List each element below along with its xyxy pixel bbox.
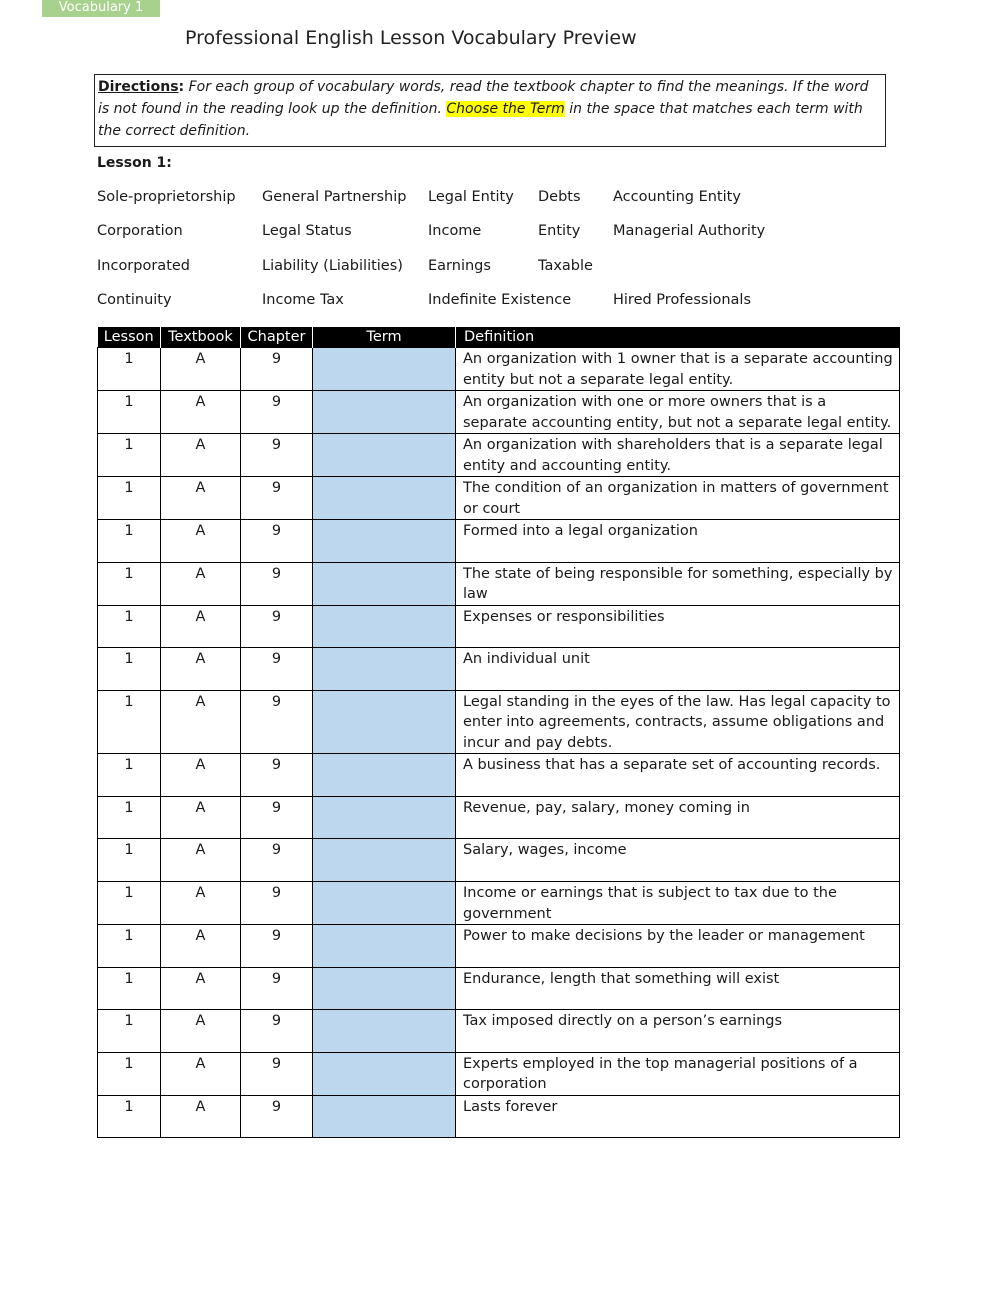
word-bank-item: Hired Professionals (613, 291, 752, 308)
term-answer-field[interactable] (313, 1052, 456, 1095)
cell-lesson: 1 (98, 1052, 161, 1095)
word-bank-row (97, 223, 917, 257)
term-answer-field[interactable] (313, 477, 456, 520)
cell-chapter: 9 (241, 1052, 313, 1095)
cell-lesson: 1 (98, 391, 161, 434)
word-bank (97, 189, 917, 326)
cell-lesson: 1 (98, 754, 161, 797)
word-bank-item: Taxable (538, 257, 593, 274)
cell-chapter: 9 (241, 967, 313, 1010)
table-row (98, 1095, 900, 1138)
cell-lesson: 1 (98, 648, 161, 691)
table-row (98, 1010, 900, 1053)
table-row (98, 391, 900, 434)
cell-definition: Tax imposed directly on a person’s earnings (456, 1010, 900, 1053)
word-bank-row (97, 292, 917, 326)
cell-chapter: 9 (241, 391, 313, 434)
cell-textbook: A (161, 925, 241, 968)
cell-definition: Experts employed in the top managerial positions of a corporation (456, 1052, 900, 1095)
word-bank-item: Managerial Authority (613, 223, 766, 240)
term-answer-field[interactable] (313, 690, 456, 754)
cell-lesson: 1 (98, 967, 161, 1010)
cell-lesson: 1 (98, 925, 161, 968)
cell-definition: The state of being responsible for something, especially by law (456, 562, 900, 605)
word-bank-item: Continuity (97, 291, 172, 308)
cell-chapter: 9 (241, 520, 313, 563)
term-answer-field[interactable] (313, 648, 456, 691)
header-lesson: Lesson (98, 327, 161, 348)
table-row (98, 796, 900, 839)
word-bank-item: Liability (Liabilities) (262, 257, 403, 274)
cell-textbook: A (161, 839, 241, 882)
table-row (98, 348, 900, 391)
word-bank-item: Accounting Entity (613, 189, 741, 205)
word-bank-row (97, 189, 917, 223)
cell-definition: Lasts forever (456, 1095, 900, 1138)
table-row (98, 839, 900, 882)
table-row (98, 605, 900, 648)
word-bank-item: Legal Status (262, 223, 352, 240)
word-bank-item: Indefinite Existence (428, 291, 572, 308)
cell-lesson: 1 (98, 348, 161, 391)
cell-textbook: A (161, 520, 241, 563)
cell-chapter: 9 (241, 562, 313, 605)
page-title: Professional English Lesson Vocabulary Preview (185, 27, 637, 49)
table-row (98, 520, 900, 563)
table-header-row (98, 327, 900, 348)
cell-textbook: A (161, 882, 241, 925)
header-chapter: Chapter (241, 327, 313, 348)
table-row (98, 477, 900, 520)
cell-chapter: 9 (241, 648, 313, 691)
cell-chapter: 9 (241, 348, 313, 391)
word-bank-item: Income Tax (262, 291, 344, 308)
cell-chapter: 9 (241, 796, 313, 839)
cell-chapter: 9 (241, 477, 313, 520)
term-answer-field[interactable] (313, 348, 456, 391)
term-answer-field[interactable] (313, 754, 456, 797)
cell-chapter: 9 (241, 925, 313, 968)
cell-textbook: A (161, 477, 241, 520)
term-answer-field[interactable] (313, 839, 456, 882)
cell-definition: An individual unit (456, 648, 900, 691)
table-row (98, 754, 900, 797)
word-bank-item: Debts (538, 189, 581, 205)
term-answer-field[interactable] (313, 1010, 456, 1053)
directions-text-after: in the space that matches each term with the correct definition. (98, 101, 863, 139)
table-row (98, 562, 900, 605)
cell-textbook: A (161, 967, 241, 1010)
term-answer-field[interactable] (313, 562, 456, 605)
cell-chapter: 9 (241, 1095, 313, 1138)
cell-chapter: 9 (241, 690, 313, 754)
cell-definition: Endurance, length that something will exist (456, 967, 900, 1010)
table-row (98, 690, 900, 754)
cell-textbook: A (161, 605, 241, 648)
header-definition: Definition (456, 327, 900, 348)
term-answer-field[interactable] (313, 434, 456, 477)
cell-chapter: 9 (241, 605, 313, 648)
cell-lesson: 1 (98, 839, 161, 882)
cell-lesson: 1 (98, 1010, 161, 1053)
cell-definition: Income or earnings that is subject to tax due to the government (456, 882, 900, 925)
word-bank-item: Legal Entity (428, 189, 514, 205)
directions-label: Directions (98, 79, 179, 95)
word-bank-item: Corporation (97, 223, 183, 240)
cell-definition: Revenue, pay, salary, money coming in (456, 796, 900, 839)
word-bank-item: Entity (538, 223, 581, 240)
cell-chapter: 9 (241, 754, 313, 797)
cell-textbook: A (161, 348, 241, 391)
cell-definition: An organization with 1 owner that is a separate accounting entity but not a separate legal entity. (456, 348, 900, 391)
table-row (98, 882, 900, 925)
table-row (98, 434, 900, 477)
word-bank-item: Sole-proprietorship (97, 189, 236, 205)
term-answer-field[interactable] (313, 796, 456, 839)
cell-textbook: A (161, 1095, 241, 1138)
header-textbook: Textbook (161, 327, 241, 348)
cell-textbook: A (161, 434, 241, 477)
term-answer-field[interactable] (313, 967, 456, 1010)
table-row (98, 1052, 900, 1095)
cell-textbook: A (161, 391, 241, 434)
cell-definition: An organization with one or more owners that is a separate accounting entity, but not a separate legal entity. (456, 391, 900, 434)
lesson-title: Lesson 1: (97, 155, 172, 171)
cell-lesson: 1 (98, 605, 161, 648)
word-bank-item: Incorporated (97, 257, 191, 274)
cell-textbook: A (161, 648, 241, 691)
cell-textbook: A (161, 562, 241, 605)
cell-definition: The condition of an organization in matters of government or court (456, 477, 900, 520)
cell-chapter: 9 (241, 839, 313, 882)
cell-definition: Legal standing in the eyes of the law. Has legal capacity to enter into agreements, contracts, assume obligations and incur and pay debts. (456, 690, 900, 754)
table-row (98, 925, 900, 968)
cell-textbook: A (161, 1010, 241, 1053)
cell-definition: Salary, wages, income (456, 839, 900, 882)
cell-lesson: 1 (98, 520, 161, 563)
word-bank-item: Earnings (428, 257, 491, 274)
cell-definition: An organization with shareholders that is a separate legal entity and accounting entity. (456, 434, 900, 477)
cell-chapter: 9 (241, 882, 313, 925)
table-row (98, 648, 900, 691)
cell-lesson: 1 (98, 796, 161, 839)
directions-box (94, 74, 886, 147)
directions-text-before: For each group of vocabulary words, read the textbook chapter to find the meanings. If the word is not found in the reading look up the definition. (98, 79, 869, 117)
vocabulary-table (97, 327, 900, 1138)
cell-chapter: 9 (241, 1010, 313, 1053)
cell-lesson: 1 (98, 690, 161, 754)
cell-lesson: 1 (98, 434, 161, 477)
table-row (98, 967, 900, 1010)
term-answer-field[interactable] (313, 391, 456, 434)
cell-lesson: 1 (98, 562, 161, 605)
word-bank-item: Income (428, 223, 482, 240)
cell-lesson: 1 (98, 882, 161, 925)
cell-definition: Power to make decisions by the leader or management (456, 925, 900, 968)
word-bank-row (97, 258, 917, 292)
term-answer-field[interactable] (313, 1095, 456, 1138)
term-answer-field[interactable] (313, 605, 456, 648)
cell-definition: A business that has a separate set of accounting records. (456, 754, 900, 797)
word-bank-item: General Partnership (262, 189, 407, 205)
cell-definition: Expenses or responsibilities (456, 605, 900, 648)
cell-definition: Formed into a legal organization (456, 520, 900, 563)
vocabulary-tag: Vocabulary 1 (42, 0, 160, 17)
cell-textbook: A (161, 1052, 241, 1095)
cell-textbook: A (161, 754, 241, 797)
term-answer-field[interactable] (313, 520, 456, 563)
cell-lesson: 1 (98, 477, 161, 520)
term-answer-field[interactable] (313, 882, 456, 925)
term-answer-field[interactable] (313, 925, 456, 968)
cell-lesson: 1 (98, 1095, 161, 1138)
cell-chapter: 9 (241, 434, 313, 477)
directions-highlight: Choose the Term (446, 101, 565, 117)
cell-textbook: A (161, 690, 241, 754)
header-term: Term (313, 327, 456, 348)
directions-colon: : (178, 79, 185, 95)
cell-textbook: A (161, 796, 241, 839)
